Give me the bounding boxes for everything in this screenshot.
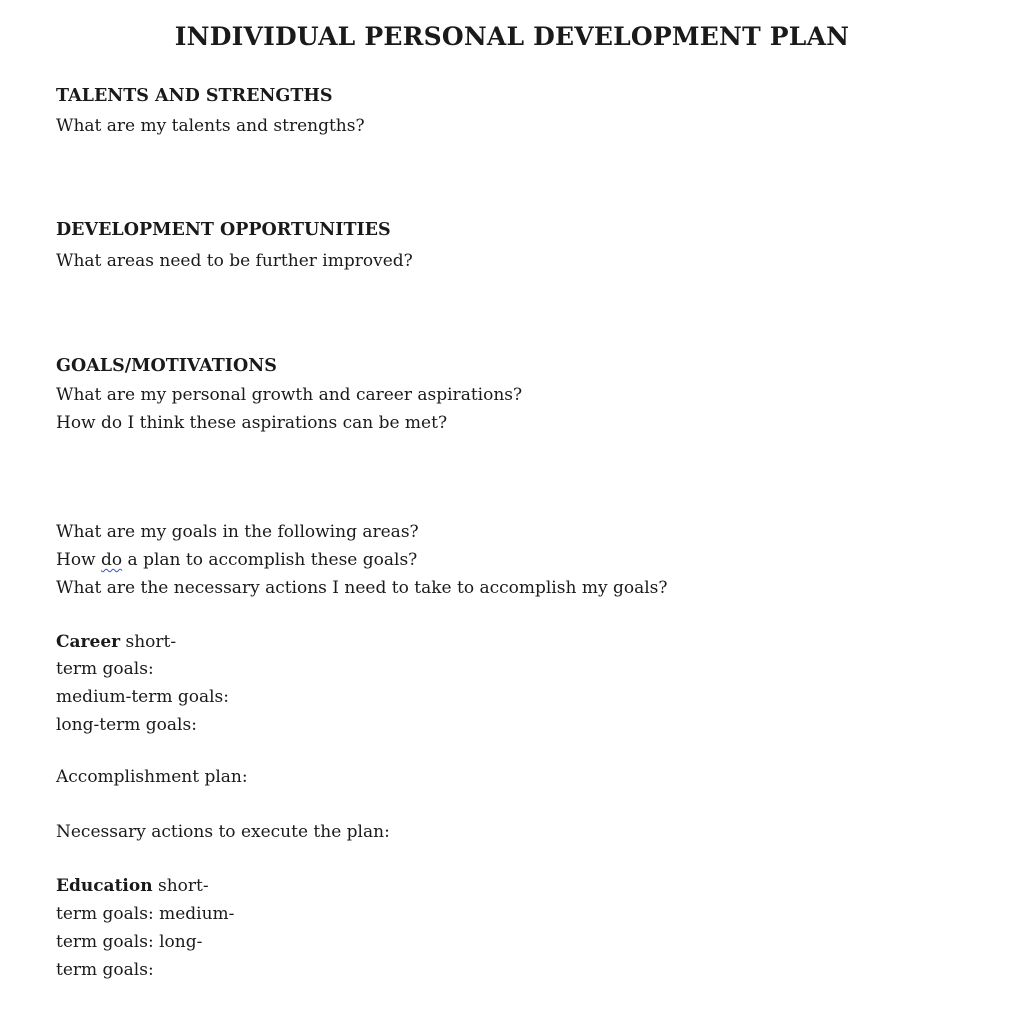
section-heading-talents: TALENTS AND STRENGTHS [56,86,333,106]
plan-question-start: How [56,550,102,570]
career-label: Career [56,632,121,652]
education-line-1 [56,876,209,896]
areas-question: What are my goals in the following areas? [56,522,419,542]
career-line-4: long-term goals: [56,715,197,735]
talents-question: What are my talents and strengths? [56,116,365,136]
education-label: Education [56,876,153,896]
education-line-2: term goals: medium- [56,904,235,924]
section-heading-development: DEVELOPMENT OPPORTUNITIES [56,220,391,240]
career-line-1 [56,632,176,652]
plan-question-end: a plan to accomplish these goals? [122,550,418,570]
education-short-text: short- [152,876,209,896]
career-accomplishment-plan: Accomplishment plan: [56,767,248,787]
career-line-3: medium-term goals: [56,687,229,707]
goals-question-1: What are my personal growth and career aspirations? [56,385,523,405]
goals-question-2: How do I think these aspirations can be met? [56,413,448,433]
plan-question [56,550,417,570]
education-line-4: term goals: [56,960,154,980]
career-short-text: short- [120,632,177,652]
development-question: What areas need to be further improved? [56,251,413,271]
career-line-2: term goals: [56,659,154,679]
section-heading-goals: GOALS/MOTIVATIONS [56,356,277,376]
document-title: INDIVIDUAL PERSONAL DEVELOPMENT PLAN [174,22,850,51]
actions-question: What are the necessary actions I need to take to accomplish my goals? [56,578,668,598]
career-necessary-actions: Necessary actions to execute the plan: [56,822,390,842]
education-line-3: term goals: long- [56,932,203,952]
spellcheck-flagged-word[interactable]: do [101,550,123,570]
